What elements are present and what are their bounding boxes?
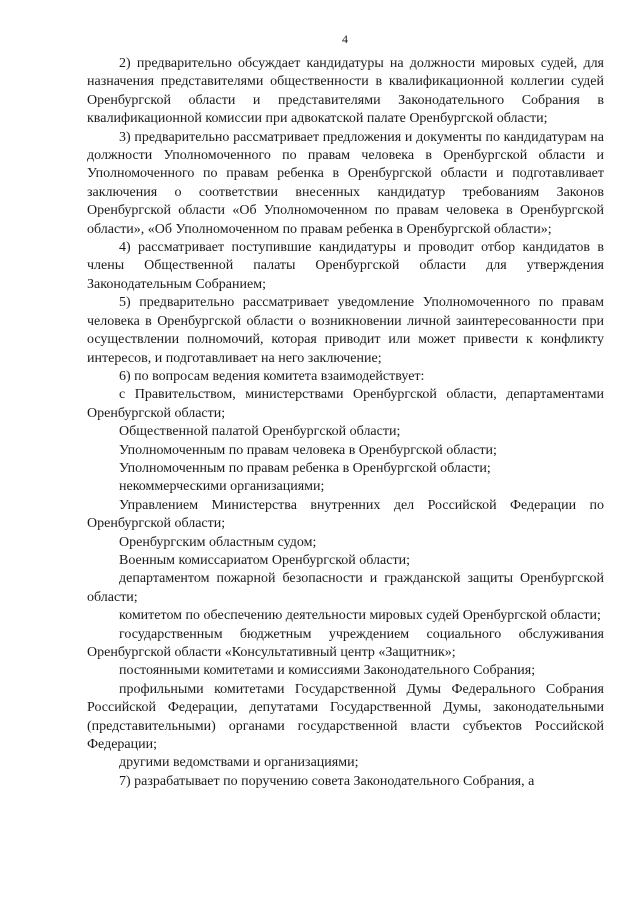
partner-consulting-center: государственным бюджетным учреждением социального обслуживания Оренбургской области «Консультативный центр «Защитник»; bbox=[87, 626, 604, 660]
partner-nonprofits: некоммерческими организациями; bbox=[119, 479, 325, 495]
partner-government: с Правительством, министерствами Оренбургской области, департаментами Оренбургской области; bbox=[87, 387, 604, 421]
paragraph-item-6-intro: 6) по вопросам ведения комитета взаимодействует: bbox=[119, 368, 425, 384]
partner-magistrates-committee: комитетом по обеспечению деятельности мировых судей Оренбургской области; bbox=[119, 608, 601, 624]
paragraph-item-3: 3) предварительно рассматривает предложения и документы по кандидатурам на должности Уполномоченного по правам человека в Оренбургской области и Уполномоченного по правам ребенка в Оренбургской области и подготавливает заключения о соответствии внесенных кандидатур требованиям Законов Оренбургской области «Об Уполномоченном по правам человека в Оренбургской области», «Об Уполномоченном по правам ребенка в Оренбургской области»; bbox=[87, 129, 604, 237]
partner-interior-ministry: Управлением Министерства внутренних дел Российской Федерации по Оренбургской области; bbox=[87, 497, 604, 532]
partner-fire-safety-department: департаментом пожарной безопасности и гражданской защиты Оренбургской области; bbox=[87, 571, 604, 605]
partner-standing-committees: постоянными комитетами и комиссиями Законодательного Собрания; bbox=[119, 663, 536, 679]
partner-human-rights-ombudsman: Уполномоченным по правам человека в Оренбургской области; bbox=[119, 442, 497, 458]
partner-public-chamber: Общественной палатой Оренбургской области; bbox=[119, 424, 401, 440]
partner-state-duma: профильными комитетами Государственной Думы Федерального Собрания Российской Федерации, депутатами Государственной Думы, законодательными (представительными) органами государственной власти субъектов Российской Федерации; bbox=[87, 681, 604, 753]
partner-regional-court: Оренбургским областным судом; bbox=[119, 534, 317, 550]
partner-other-agencies: другими ведомствами и организациями; bbox=[119, 755, 359, 771]
paragraph-item-2: 2) предварительно обсуждает кандидатуры на должности мировых судей, для назначения представителями общественности в квалификационной коллегии судей Оренбургской области и представителями Законодательного Собрания в квалификационной комиссии при адвокатской палате Оренбургской области; bbox=[87, 56, 604, 127]
page-number: 4 bbox=[342, 32, 348, 46]
partner-military-commissariat: Военным комиссариатом Оренбургской области; bbox=[119, 552, 410, 568]
paragraph-item-7: 7) разрабатывает по поручению совета Законодательного Собрания, а bbox=[119, 773, 535, 789]
paragraph-item-4: 4) рассматривает поступившие кандидатуры и проводит отбор кандидатов в члены Общественной палаты Оренбургской области для утверждения Законодательным Собранием; bbox=[87, 240, 604, 292]
paragraph-item-5: 5) предварительно рассматривает уведомление Уполномоченного по правам человека в Оренбургской области о возникновении личной заинтересованности при осуществлении полномочий, которая приводит или может привести к конфликту интересов, и подготавливает на него заключение; bbox=[87, 295, 604, 366]
partner-child-rights-ombudsman: Уполномоченным по правам ребенка в Оренбургской области; bbox=[119, 460, 491, 476]
document-body bbox=[87, 55, 604, 791]
